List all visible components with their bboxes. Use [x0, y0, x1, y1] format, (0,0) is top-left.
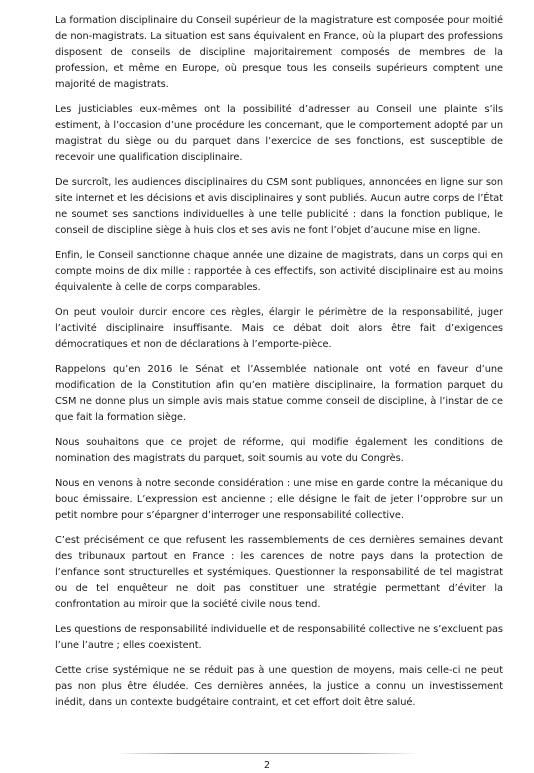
paragraph-9: C’est précisément ce que refusent les rassemblements de ces dernières semaines devant des tribunaux partout en France : les carences de notre pays dans la protection de l’enfance sont structurelles et systémiques. Questionner la responsabilité de tel magistrat ou de tel enquêteur ne doit pas constituer une stratégie permettant d’éviter la confrontation au miroir que la société civile nous tend. [55, 535, 503, 610]
paragraph-11: Cette crise systémique ne se réduit pas à une question de moyens, mais celle-ci ne peut pas non plus être éludée. Ces dernières années, la justice a connu un investissement inédit, dans un contexte budgétaire contraint, et cet effort doit être salué. [55, 665, 503, 708]
paragraph-1: La formation disciplinaire du Conseil supérieur de la magistrature est composée pour moitié de non-magistrats. La situation est sans équivalent en France, où la plupart des professions disposent de conseils de discipline majoritairement composés de membres de la profession, et même en Europe, où presque tous les conseils supérieurs comptent une majorité de magistrats. [55, 15, 503, 90]
paragraph-8: Nous en venons à notre seconde considération : une mise en garde contre la mécanique du bouc émissaire. L’expression est ancienne ; elle désigne le fait de jeter l’opprobre sur un petit nombre pour s’épargner d’interroger une responsabilité collective. [55, 478, 503, 521]
body-text [55, 13, 503, 720]
paragraph-5: On peut vouloir durcir encore ces règles, élargir le périmètre de la responsabilité, juger l’activité disciplinaire insuffisante. Mais ce débat doit alors être fait d’exigences démocratiques et non de déclarations à l’emporte-pièce. [55, 307, 503, 350]
paragraph-7: Nous souhaitons que ce projet de réforme, qui modifie également les conditions de nomination des magistrats du parquet, soit soumis au vote du Congrès. [55, 437, 503, 464]
page-number: 2 [263, 760, 271, 771]
paragraph-6: Rappelons qu’en 2016 le Sénat et l’Assemblée nationale ont voté en faveur d’une modification de la Constitution afin qu’en matière disciplinaire, la formation parquet du CSM ne donne plus un simple avis mais statue comme conseil de discipline, à l’instar de ce que fait la formation siège. [55, 364, 503, 423]
paragraph-2: Les justiciables eux-mêmes ont la possibilité d’adresser au Conseil une plainte s’ils estiment, à l’occasion d’une procédure les concernant, que le comportement adopté par un magistrat du siège ou du parquet dans l’exercice de ses fonctions, est susceptible de recevoir une qualification disciplinaire. [55, 104, 503, 163]
paragraph-10: Les questions de responsabilité individuelle et de responsabilité collective ne s’excluent pas l’une l’autre ; elles coexistent. [55, 624, 503, 651]
footer-divider [115, 753, 419, 754]
paragraph-3: De surcroît, les audiences disciplinaires du CSM sont publiques, annoncées en ligne sur son site internet et les décisions et avis disciplinaires y sont publiés. Aucun autre corps de l’État ne soumet ses sanctions individuelles à une telle publicité : dans la fonction publique, le conseil de discipline siège à huis clos et ses avis ne font l’objet d’aucune mise en ligne. [55, 177, 503, 236]
paragraph-4: Enfin, le Conseil sanctionne chaque année une dizaine de magistrats, dans un corps qui en compte moins de dix mille : rapportée à ces effectifs, son activité disciplinaire est au moins équivalente à celle de corps comparables. [55, 250, 503, 293]
